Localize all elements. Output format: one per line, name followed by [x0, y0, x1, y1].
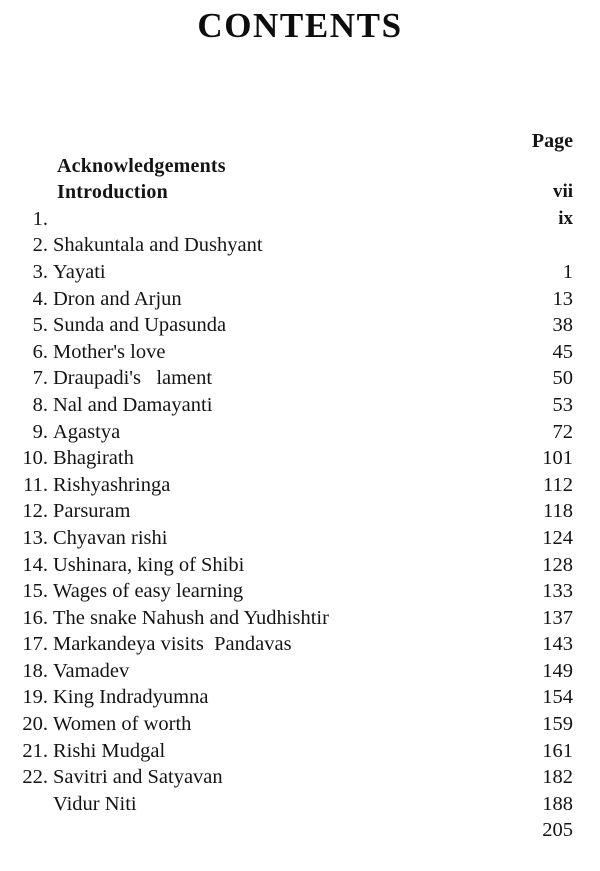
toc-entry-page: 13 — [552, 287, 573, 310]
toc-entry-title: Mother's love — [53, 340, 166, 363]
toc-entry-page: 50 — [552, 367, 573, 390]
table-of-contents — [0, 96, 600, 842]
toc-entry-page: 101 — [542, 447, 573, 470]
toc-column-header-row — [0, 96, 600, 152]
toc-entry-number: 20. — [22, 713, 48, 736]
toc-entry-title: Ushinara, king of Shibi — [53, 553, 245, 576]
toc-entry-title: Markandeya visits Pandavas — [53, 633, 292, 656]
toc-entry-title: Shakuntala and Dushyant — [53, 234, 263, 257]
toc-entry-title: Vamadev — [53, 659, 130, 682]
toc-entry-page: 53 — [552, 393, 573, 416]
toc-entry-page: 161 — [542, 739, 573, 762]
toc-entry-number: 10. — [22, 447, 48, 470]
toc-entry-number: 12. — [22, 500, 48, 523]
toc-entry-page: 133 — [542, 580, 573, 603]
toc-entry-page: ix — [558, 207, 573, 229]
toc-entry-page: 188 — [542, 792, 573, 815]
toc-entry-title: Yayati — [53, 260, 106, 283]
toc-entry-title: Draupadi's lament — [53, 367, 213, 390]
toc-entry-page: 137 — [542, 606, 573, 629]
toc-entry-page: 118 — [543, 500, 573, 523]
toc-entry-page: 159 — [542, 713, 573, 736]
toc-entry-number: 13. — [22, 526, 48, 549]
page-title: CONTENTS — [197, 6, 403, 45]
toc-entry-page: 154 — [542, 686, 573, 709]
toc-entry-number: 11. — [23, 473, 48, 496]
toc-entry-title: Acknowledgements — [57, 154, 226, 177]
toc-entry-title: Sunda and Upasunda — [53, 314, 227, 337]
toc-entry-number: 15. — [22, 580, 48, 603]
toc-entry-title: Rishi Mudgal — [53, 739, 166, 762]
toc-entry-title: Bhagirath — [53, 447, 134, 470]
toc-entry-page: 205 — [542, 819, 573, 842]
toc-entry-number: 9. — [32, 420, 48, 443]
toc-entry-page: 143 — [542, 633, 573, 656]
toc-entry-page: 124 — [542, 526, 573, 549]
toc-entry-number: 3. — [32, 260, 48, 283]
toc-entry-page: 45 — [552, 340, 573, 363]
toc-entry-title: Nal and Damayanti — [53, 393, 213, 416]
toc-entry-title: Chyavan rishi — [53, 526, 168, 549]
page-column-header: Page — [531, 130, 573, 152]
toc-entry-page: 112 — [543, 473, 573, 496]
toc-entry-number: 16. — [22, 606, 48, 629]
toc-entry-title: Parsuram — [53, 500, 131, 523]
toc-entry-number: 19. — [22, 686, 48, 709]
toc-entry-number: 17. — [22, 633, 48, 656]
toc-entry-number: 4. — [32, 287, 48, 310]
toc-entry-number: 14. — [22, 553, 48, 576]
toc-entry-number: 7. — [32, 367, 48, 390]
toc-entry-title: Agastya — [53, 420, 121, 443]
toc-entry-number: 5. — [32, 314, 48, 337]
toc-entry-number: 18. — [22, 659, 48, 682]
toc-entry-number: 2. — [32, 234, 48, 257]
toc-entry-title: Vidur Niti — [53, 792, 137, 815]
toc-entry-number: 6. — [32, 340, 48, 363]
toc-entry-page: vii — [552, 181, 573, 203]
toc-entry-page: 149 — [542, 659, 573, 682]
toc-entry-page: 38 — [552, 314, 573, 337]
toc-entry-number: 21. — [22, 739, 48, 762]
toc-entry-page: 72 — [552, 420, 573, 443]
toc-entry-title: Wages of easy learning — [53, 580, 244, 603]
toc-entry-number: 22. — [22, 766, 48, 789]
toc-entry-title: Dron and Arjun — [53, 287, 182, 310]
toc-entry-page: 128 — [542, 553, 573, 576]
toc-entry-number: 1. — [32, 207, 48, 230]
toc-entry-title: Women of worth — [53, 713, 192, 736]
toc-entry-title: Rishyashringa — [53, 473, 171, 496]
toc-entry-page: 1 — [562, 260, 573, 283]
toc-entry-title: Introduction — [57, 181, 168, 204]
toc-entry-number: 8. — [32, 393, 48, 416]
toc-entry-title: King Indradyumna — [53, 686, 209, 709]
toc-entry-page: 182 — [542, 766, 573, 789]
toc-entry-title: Savitri and Satyavan — [53, 766, 223, 789]
toc-entry-title: The snake Nahush and Yudhishtir — [53, 606, 329, 629]
